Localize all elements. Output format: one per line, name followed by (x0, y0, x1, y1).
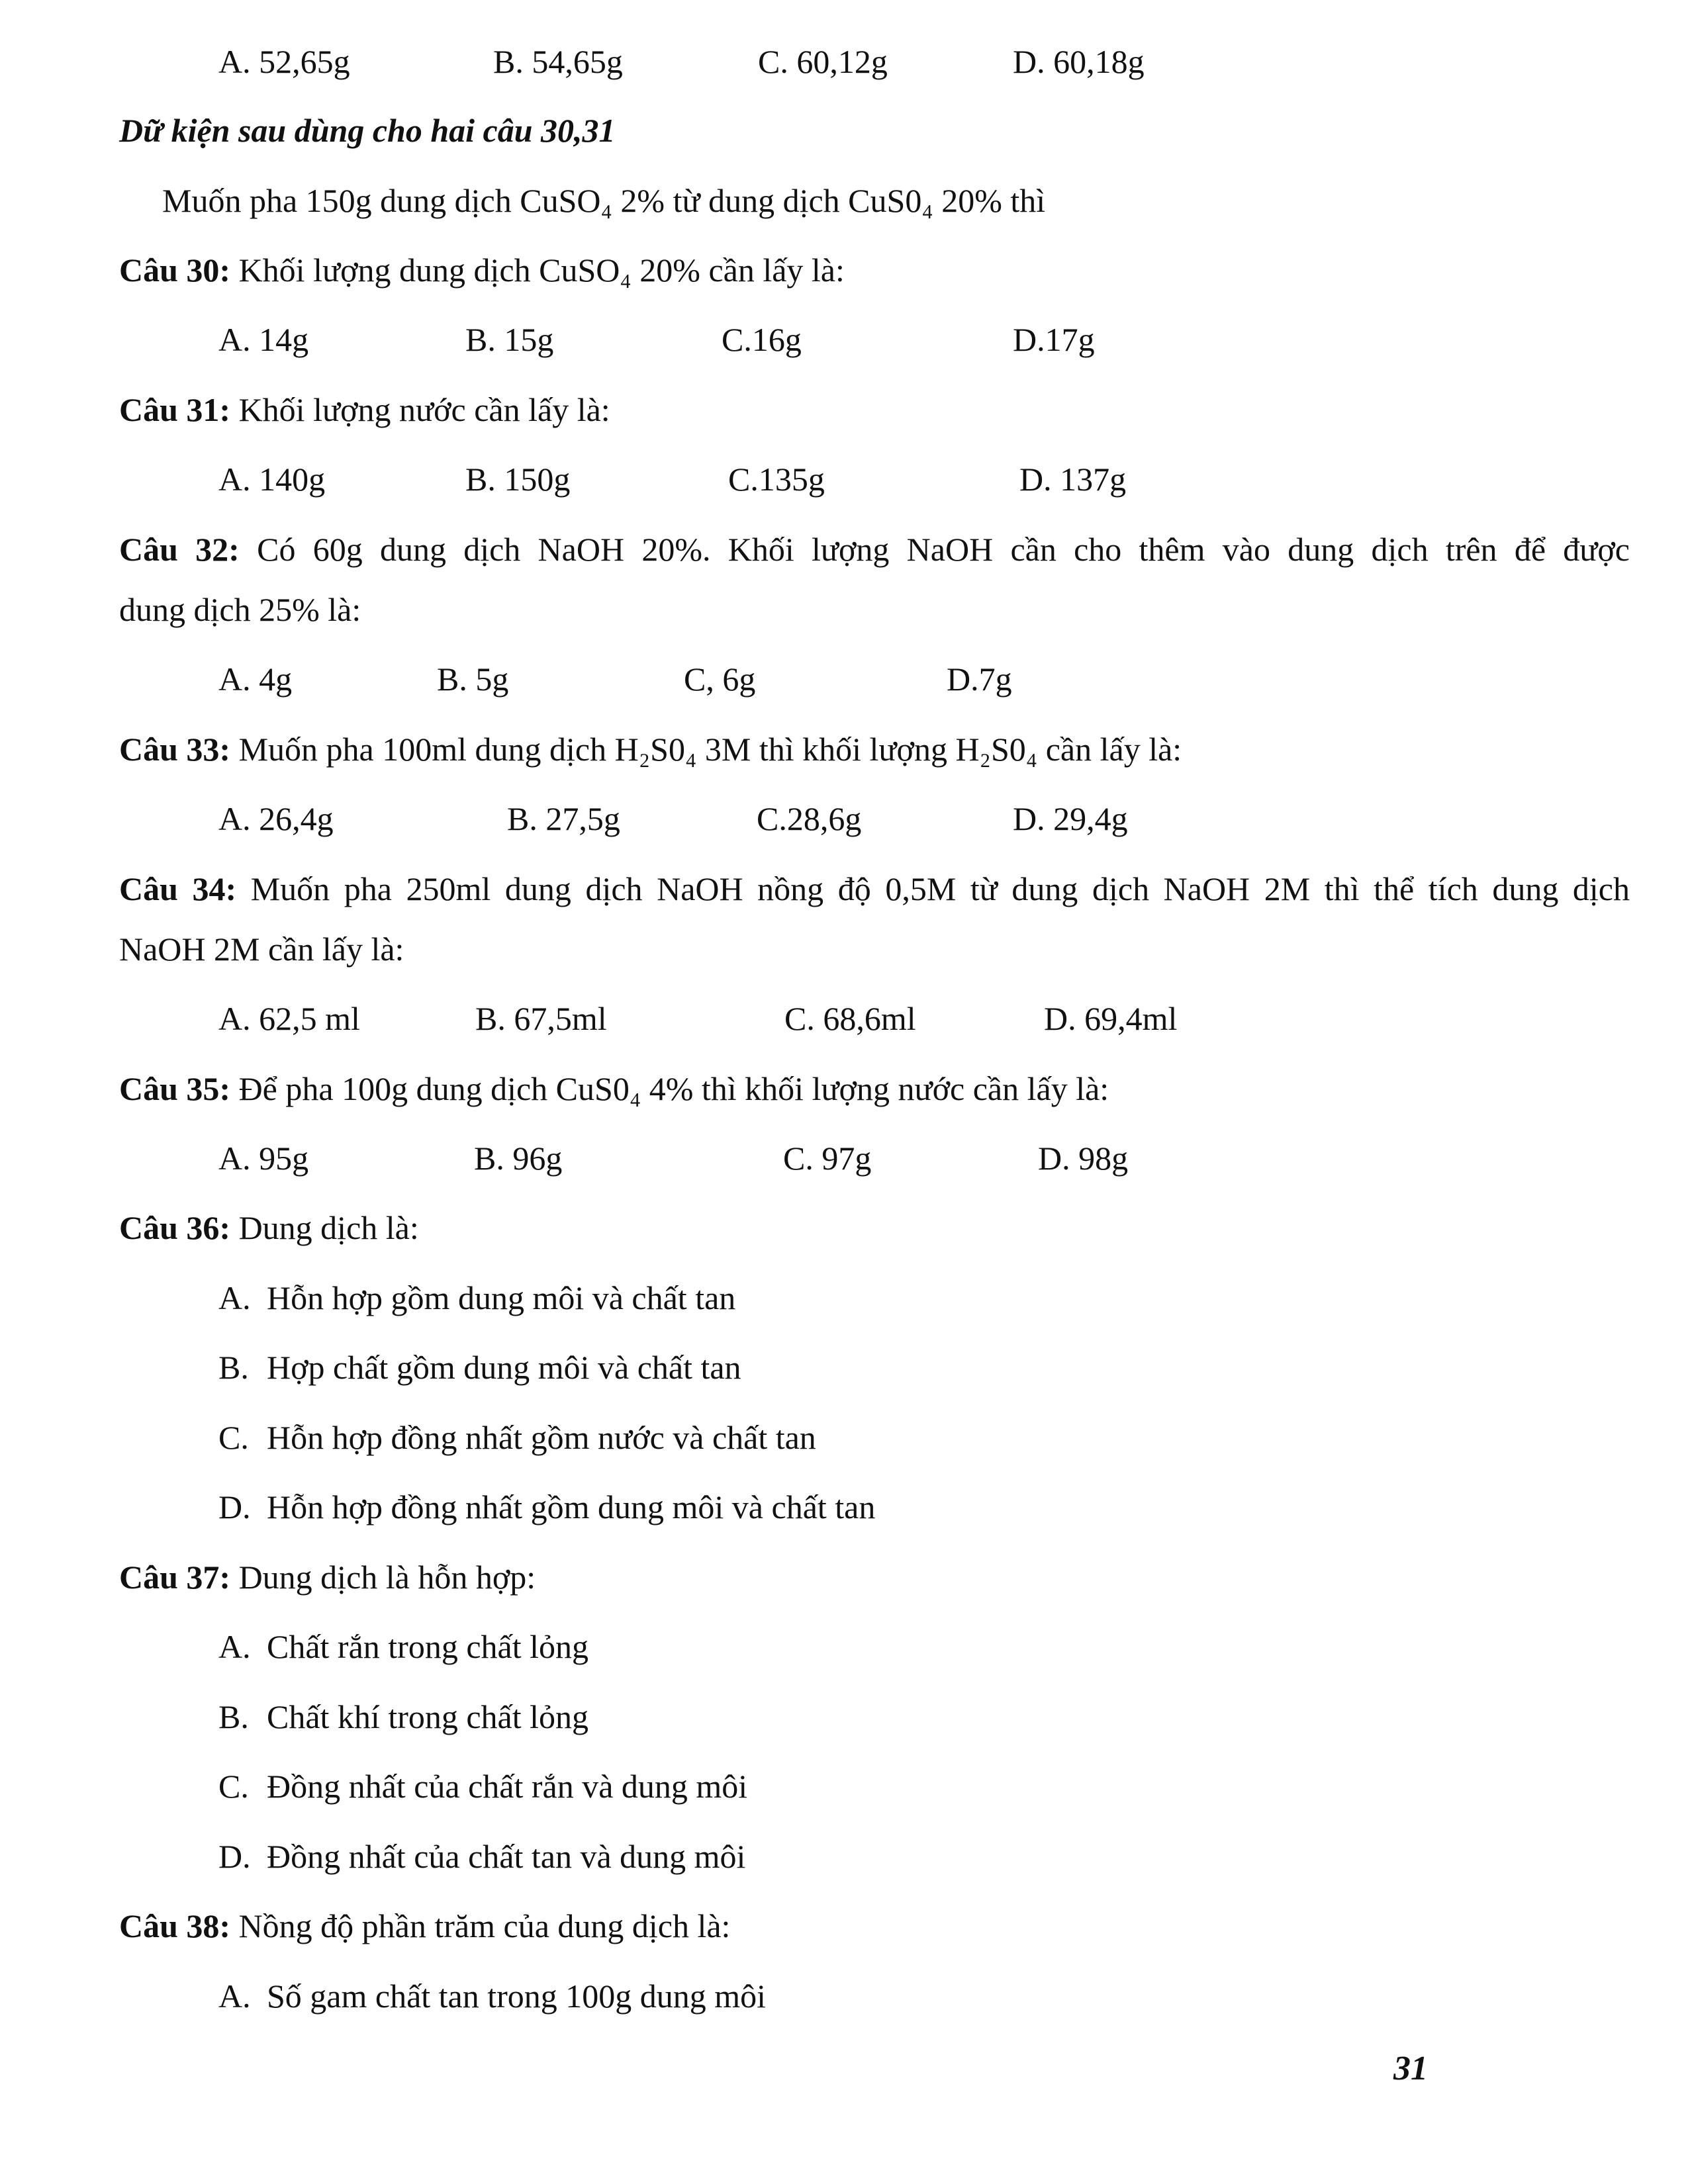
page-number: 31 (1393, 2050, 1428, 2087)
question-text: Dung dịch là: (238, 1209, 419, 1246)
q31-option-b: B. 150g (465, 461, 571, 498)
q36-option-d (218, 1490, 875, 1524)
q32-option-c: C, 6g (684, 660, 756, 698)
q32-option-a: A. 4g (218, 660, 293, 698)
q29-option-b: B. 54,65g (493, 43, 623, 80)
question-label: Câu 35: (119, 1070, 231, 1107)
option-text: Chất rắn trong chất lỏng (267, 1628, 588, 1665)
q29-option-c: C. 60,12g (758, 43, 888, 80)
question-label: Câu 31: (119, 391, 231, 428)
option-text: Đồng nhất của chất rắn và dung môi (267, 1768, 748, 1805)
intro-text: Muốn pha 150g dung dịch CuSO₄ 2% từ dung dịch CuS0₄ 20% thì (162, 182, 1046, 219)
question-text: Muốn pha 100ml dung dịch H₂S0₄ 3M thì khối lượng H₂S0₄ cần lấy là: (238, 731, 1182, 768)
question-32 (119, 533, 1630, 566)
option-letter: B. (218, 1349, 249, 1386)
q37-option-b (218, 1700, 588, 1733)
q34-option-a: A. 62,5 ml (218, 1000, 360, 1037)
option-text: Đồng nhất của chất tan và dung môi (267, 1838, 746, 1875)
question-label: Câu 37: (119, 1559, 231, 1596)
q31-option-a: A. 140g (218, 461, 326, 498)
q33-option-b: B. 27,5g (507, 800, 620, 837)
q34-option-d: D. 69,4ml (1044, 1000, 1178, 1037)
q33-option-d: D. 29,4g (1013, 800, 1128, 837)
q36-option-a (218, 1281, 735, 1314)
option-letter: D. (218, 1488, 251, 1525)
question-label: Câu 33: (119, 731, 231, 768)
q36-option-b (218, 1351, 741, 1384)
question-34 (119, 872, 1630, 905)
q30-option-a: A. 14g (218, 321, 309, 358)
question-label: Câu 32: (119, 531, 240, 568)
option-letter: B. (218, 1698, 249, 1735)
option-letter: A. (218, 1279, 251, 1316)
q31-option-d: D. 137g (1019, 461, 1127, 498)
question-label: Câu 30: (119, 251, 231, 289)
question-text: Để pha 100g dung dịch CuS0₄ 4% thì khối lượng nước cần lấy là: (238, 1070, 1109, 1107)
q37-option-d (218, 1840, 745, 1873)
option-text: Hợp chất gồm dung môi và chất tan (267, 1349, 741, 1386)
option-letter: D. (218, 1838, 251, 1875)
q29-option-d: D. 60,18g (1013, 43, 1145, 80)
option-letter: A. (218, 1978, 251, 2015)
q31-option-c: C.135g (728, 461, 825, 498)
question-33 (119, 733, 1182, 766)
q32-option-d: D.7g (947, 660, 1012, 698)
q37-option-c (218, 1770, 747, 1803)
q35-option-d: D. 98g (1038, 1140, 1129, 1177)
question-label: Câu 34: (119, 870, 237, 907)
q38-option-a (218, 1979, 766, 2013)
option-text: Hỗn hợp đồng nhất gồm nước và chất tan (267, 1419, 816, 1456)
question-30 (119, 253, 845, 287)
question-label: Câu 36: (119, 1209, 231, 1246)
option-text: Hỗn hợp đồng nhất gồm dung môi và chất tan (267, 1488, 876, 1525)
q33-option-a: A. 26,4g (218, 800, 334, 837)
q30-option-d: D.17g (1013, 321, 1095, 358)
intro-heading: Dữ kiện sau dùng cho hai câu 30,31 (119, 112, 616, 149)
option-text: Chất khí trong chất lỏng (267, 1698, 589, 1735)
option-text: Hỗn hợp gồm dung môi và chất tan (267, 1279, 736, 1316)
question-text: Nồng độ phần trăm của dung dịch là: (238, 1907, 731, 1944)
question-38 (119, 1909, 730, 1942)
question-text: Dung dịch là hỗn hợp: (238, 1559, 536, 1596)
q33-option-c: C.28,6g (757, 800, 862, 837)
question-text: Khối lượng nước cần lấy là: (238, 391, 610, 428)
option-letter: A. (218, 1628, 251, 1665)
q32-option-b: B. 5g (437, 660, 509, 698)
question-35 (119, 1072, 1109, 1105)
question-37 (119, 1561, 536, 1594)
question-31 (119, 393, 610, 426)
q30-option-b: B. 15g (465, 321, 554, 358)
q36-option-c (218, 1421, 816, 1454)
q30-option-c: C.16g (722, 321, 802, 358)
question-34-cont: NaOH 2M cần lấy là: (119, 931, 404, 968)
q35-option-c: C. 97g (783, 1140, 872, 1177)
question-36 (119, 1211, 419, 1244)
q34-option-c: C. 68,6ml (784, 1000, 916, 1037)
question-text: Muốn pha 250ml dung dịch NaOH nồng độ 0,5M từ dung dịch NaOH 2M thì thể tích dung dịch (250, 870, 1630, 907)
question-label: Câu 38: (119, 1907, 231, 1944)
option-letter: C. (218, 1419, 249, 1456)
question-text: Khối lượng dung dịch CuSO₄ 20% cần lấy là: (238, 251, 845, 289)
option-letter: C. (218, 1768, 249, 1805)
q37-option-a (218, 1630, 588, 1663)
q29-option-a: A. 52,65g (218, 43, 350, 80)
question-32-cont: dung dịch 25% là: (119, 591, 361, 628)
q35-option-a: A. 95g (218, 1140, 309, 1177)
option-text: Số gam chất tan trong 100g dung môi (267, 1978, 767, 2015)
q35-option-b: B. 96g (474, 1140, 563, 1177)
question-text: Có 60g dung dịch NaOH 20%. Khối lượng NaOH cần cho thêm vào dung dịch trên để được (257, 531, 1630, 568)
q34-option-b: B. 67,5ml (475, 1000, 607, 1037)
